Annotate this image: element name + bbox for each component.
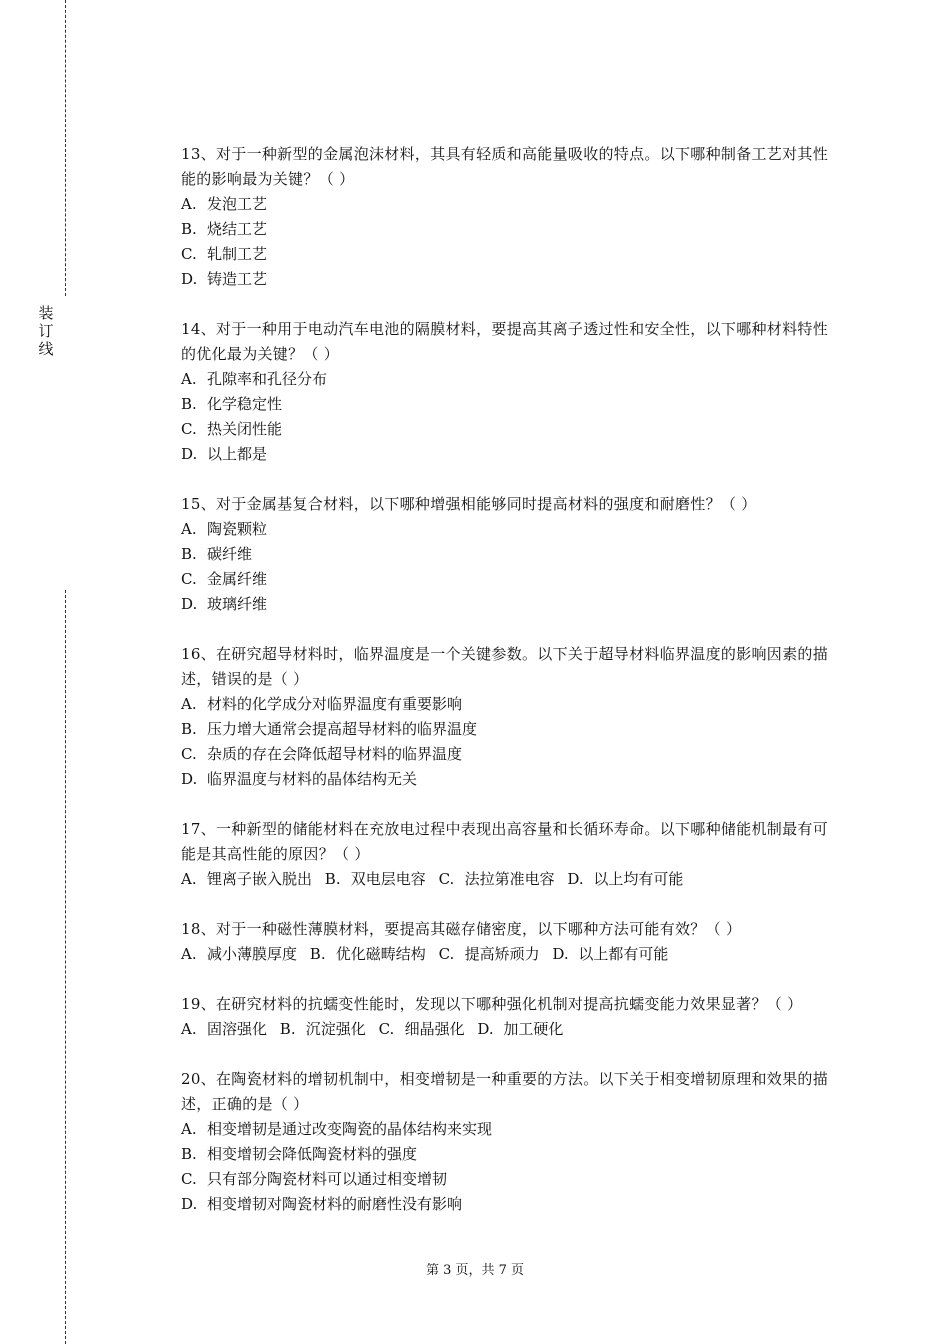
option-a [181,1020,267,1038]
option-a [181,870,312,888]
option-letter: C. [181,745,197,763]
question-13 [181,142,841,292]
option-d [477,1020,563,1038]
option-text: 金属纤维 [207,570,268,588]
option-letter: C. [181,570,197,588]
option-d [552,945,668,963]
binding-line-label [36,304,56,358]
option-c [439,945,540,963]
binding-label-char: 订 [38,322,54,340]
inline-options [181,867,841,892]
option-letter: B. [181,545,197,563]
option-a [181,192,841,217]
option-b [280,1020,366,1038]
option-letter: B. [279,1020,296,1038]
option-letter: D. [567,870,584,888]
option-text: 以上都是 [207,445,268,463]
option-letter: D. [181,595,198,613]
option-d [181,767,841,792]
option-letter: A. [181,195,197,213]
binding-label-char: 装 [38,304,54,322]
option-letter: C. [181,245,197,263]
option-a [181,1117,841,1142]
option-a [181,945,297,963]
option-letter: B. [181,1145,197,1163]
option-letter: B. [181,395,197,413]
question-stem: 14、对于一种用于电动汽车电池的隔膜材料，要提高其离子透过性和安全性，以下哪种材料特性的优化最为关键？（ ） [181,320,828,363]
question-stem: 19、在研究材料的抗蠕变性能时，发现以下哪种强化机制对提高抗蠕变能力效果显著？（ ） [181,995,803,1013]
option-letter: A. [181,695,197,713]
question-18 [181,917,841,967]
question-stem: 18、对于一种磁性薄膜材料，要提高其磁存储密度，以下哪种方法可能有效？（ ） [181,920,742,938]
question-19 [181,992,841,1042]
option-text: 相变增韧是通过改变陶瓷的晶体结构来实现 [207,1120,493,1138]
option-letter: C. [438,945,455,963]
option-text: 提高矫顽力 [464,945,540,963]
question-stem: 17、一种新型的储能材料在充放电过程中表现出高容量和长循环寿命。以下哪种储能机制最有可能是其高性能的原因？（ ） [181,820,828,863]
option-text: 沉淀强化 [305,1020,366,1038]
option-text: 只有部分陶瓷材料可以通过相变增韧 [207,1170,448,1188]
option-text: 烧结工艺 [207,220,268,238]
option-c [181,242,841,267]
option-letter: D. [181,770,198,788]
option-letter: B. [324,870,341,888]
option-text: 相变增韧会降低陶瓷材料的强度 [207,1145,418,1163]
option-text: 加工硬化 [503,1020,564,1038]
option-letter: A. [181,945,197,963]
question-15 [181,492,841,617]
question-20 [181,1067,841,1217]
option-text: 减小薄膜厚度 [207,945,298,963]
binding-label-char: 线 [38,340,54,358]
option-letter: C. [378,1020,395,1038]
option-b [310,945,426,963]
option-letter: A. [181,870,197,888]
option-text: 材料的化学成分对临界温度有重要影响 [207,695,463,713]
option-d [181,1192,841,1217]
option-a [181,692,841,717]
option-c [181,742,841,767]
option-letter: B. [181,220,197,238]
option-letter: D. [552,945,569,963]
option-d [181,442,841,467]
question-stem: 13、对于一种新型的金属泡沫材料，其具有轻质和高能量吸收的特点。以下哪种制备工艺对其性能的影响最为关键？（ ） [181,145,828,188]
option-text: 相变增韧对陶瓷材料的耐磨性没有影响 [207,1195,463,1213]
option-text: 锂离子嵌入脱出 [207,870,313,888]
option-b [181,717,841,742]
option-text: 轧制工艺 [207,245,268,263]
option-text: 固溶强化 [207,1020,268,1038]
option-text: 发泡工艺 [207,195,268,213]
question-14 [181,317,841,467]
option-letter: D. [181,270,198,288]
option-letter: A. [181,370,197,388]
option-text: 孔隙率和孔径分布 [207,370,328,388]
option-d [181,592,841,617]
option-text: 临界温度与材料的晶体结构无关 [207,770,418,788]
option-text: 杂质的存在会降低超导材料的临界温度 [207,745,463,763]
option-text: 铸造工艺 [207,270,268,288]
option-text: 细晶强化 [404,1020,465,1038]
inline-options [181,1017,841,1042]
option-b [325,870,426,888]
option-c [181,417,841,442]
option-c [181,1167,841,1192]
option-b [181,217,841,242]
option-a [181,517,841,542]
question-list [181,142,841,1242]
option-text: 碳纤维 [207,545,253,563]
option-letter: C. [438,870,455,888]
option-letter: D. [181,445,198,463]
question-16 [181,642,841,792]
option-letter: B. [181,720,197,738]
option-letter: D. [181,1195,198,1213]
page-number-footer: 第 3 页，共 7 页 [425,1263,525,1278]
option-text: 以上都有可能 [578,945,669,963]
option-text: 化学稳定性 [207,395,283,413]
question-17 [181,817,841,892]
option-letter: A. [181,1020,197,1038]
binding-dashed-line-top [65,0,66,296]
option-b [181,542,841,567]
option-text: 陶瓷颗粒 [207,520,268,538]
question-stem: 15、对于金属基复合材料，以下哪种增强相能够同时提高材料的强度和耐磨性？（ ） [181,495,757,513]
option-letter: B. [309,945,326,963]
option-text: 热关闭性能 [207,420,283,438]
option-letter: A. [181,1120,197,1138]
option-c [379,1020,465,1038]
option-letter: D. [477,1020,494,1038]
option-a [181,367,841,392]
question-stem: 16、在研究超导材料时，临界温度是一个关键参数。以下关于超导材料临界温度的影响因素的描述，错误的是（ ） [181,645,828,688]
option-c [439,870,555,888]
option-text: 双电层电容 [350,870,426,888]
binding-dashed-line-bottom [65,590,66,1344]
inline-options [181,942,841,967]
option-letter: C. [181,1170,197,1188]
option-d [567,870,683,888]
option-c [181,567,841,592]
option-b [181,1142,841,1167]
option-text: 压力增大通常会提高超导材料的临界温度 [207,720,478,738]
option-letter: C. [181,420,197,438]
option-text: 以上均有可能 [593,870,684,888]
option-text: 法拉第准电容 [464,870,555,888]
option-text: 玻璃纤维 [207,595,268,613]
option-text: 优化磁畴结构 [335,945,426,963]
option-b [181,392,841,417]
option-letter: A. [181,520,197,538]
question-stem: 20、在陶瓷材料的增韧机制中，相变增韧是一种重要的方法。以下关于相变增韧原理和效果的描述，正确的是（ ） [181,1070,828,1113]
option-d [181,267,841,292]
